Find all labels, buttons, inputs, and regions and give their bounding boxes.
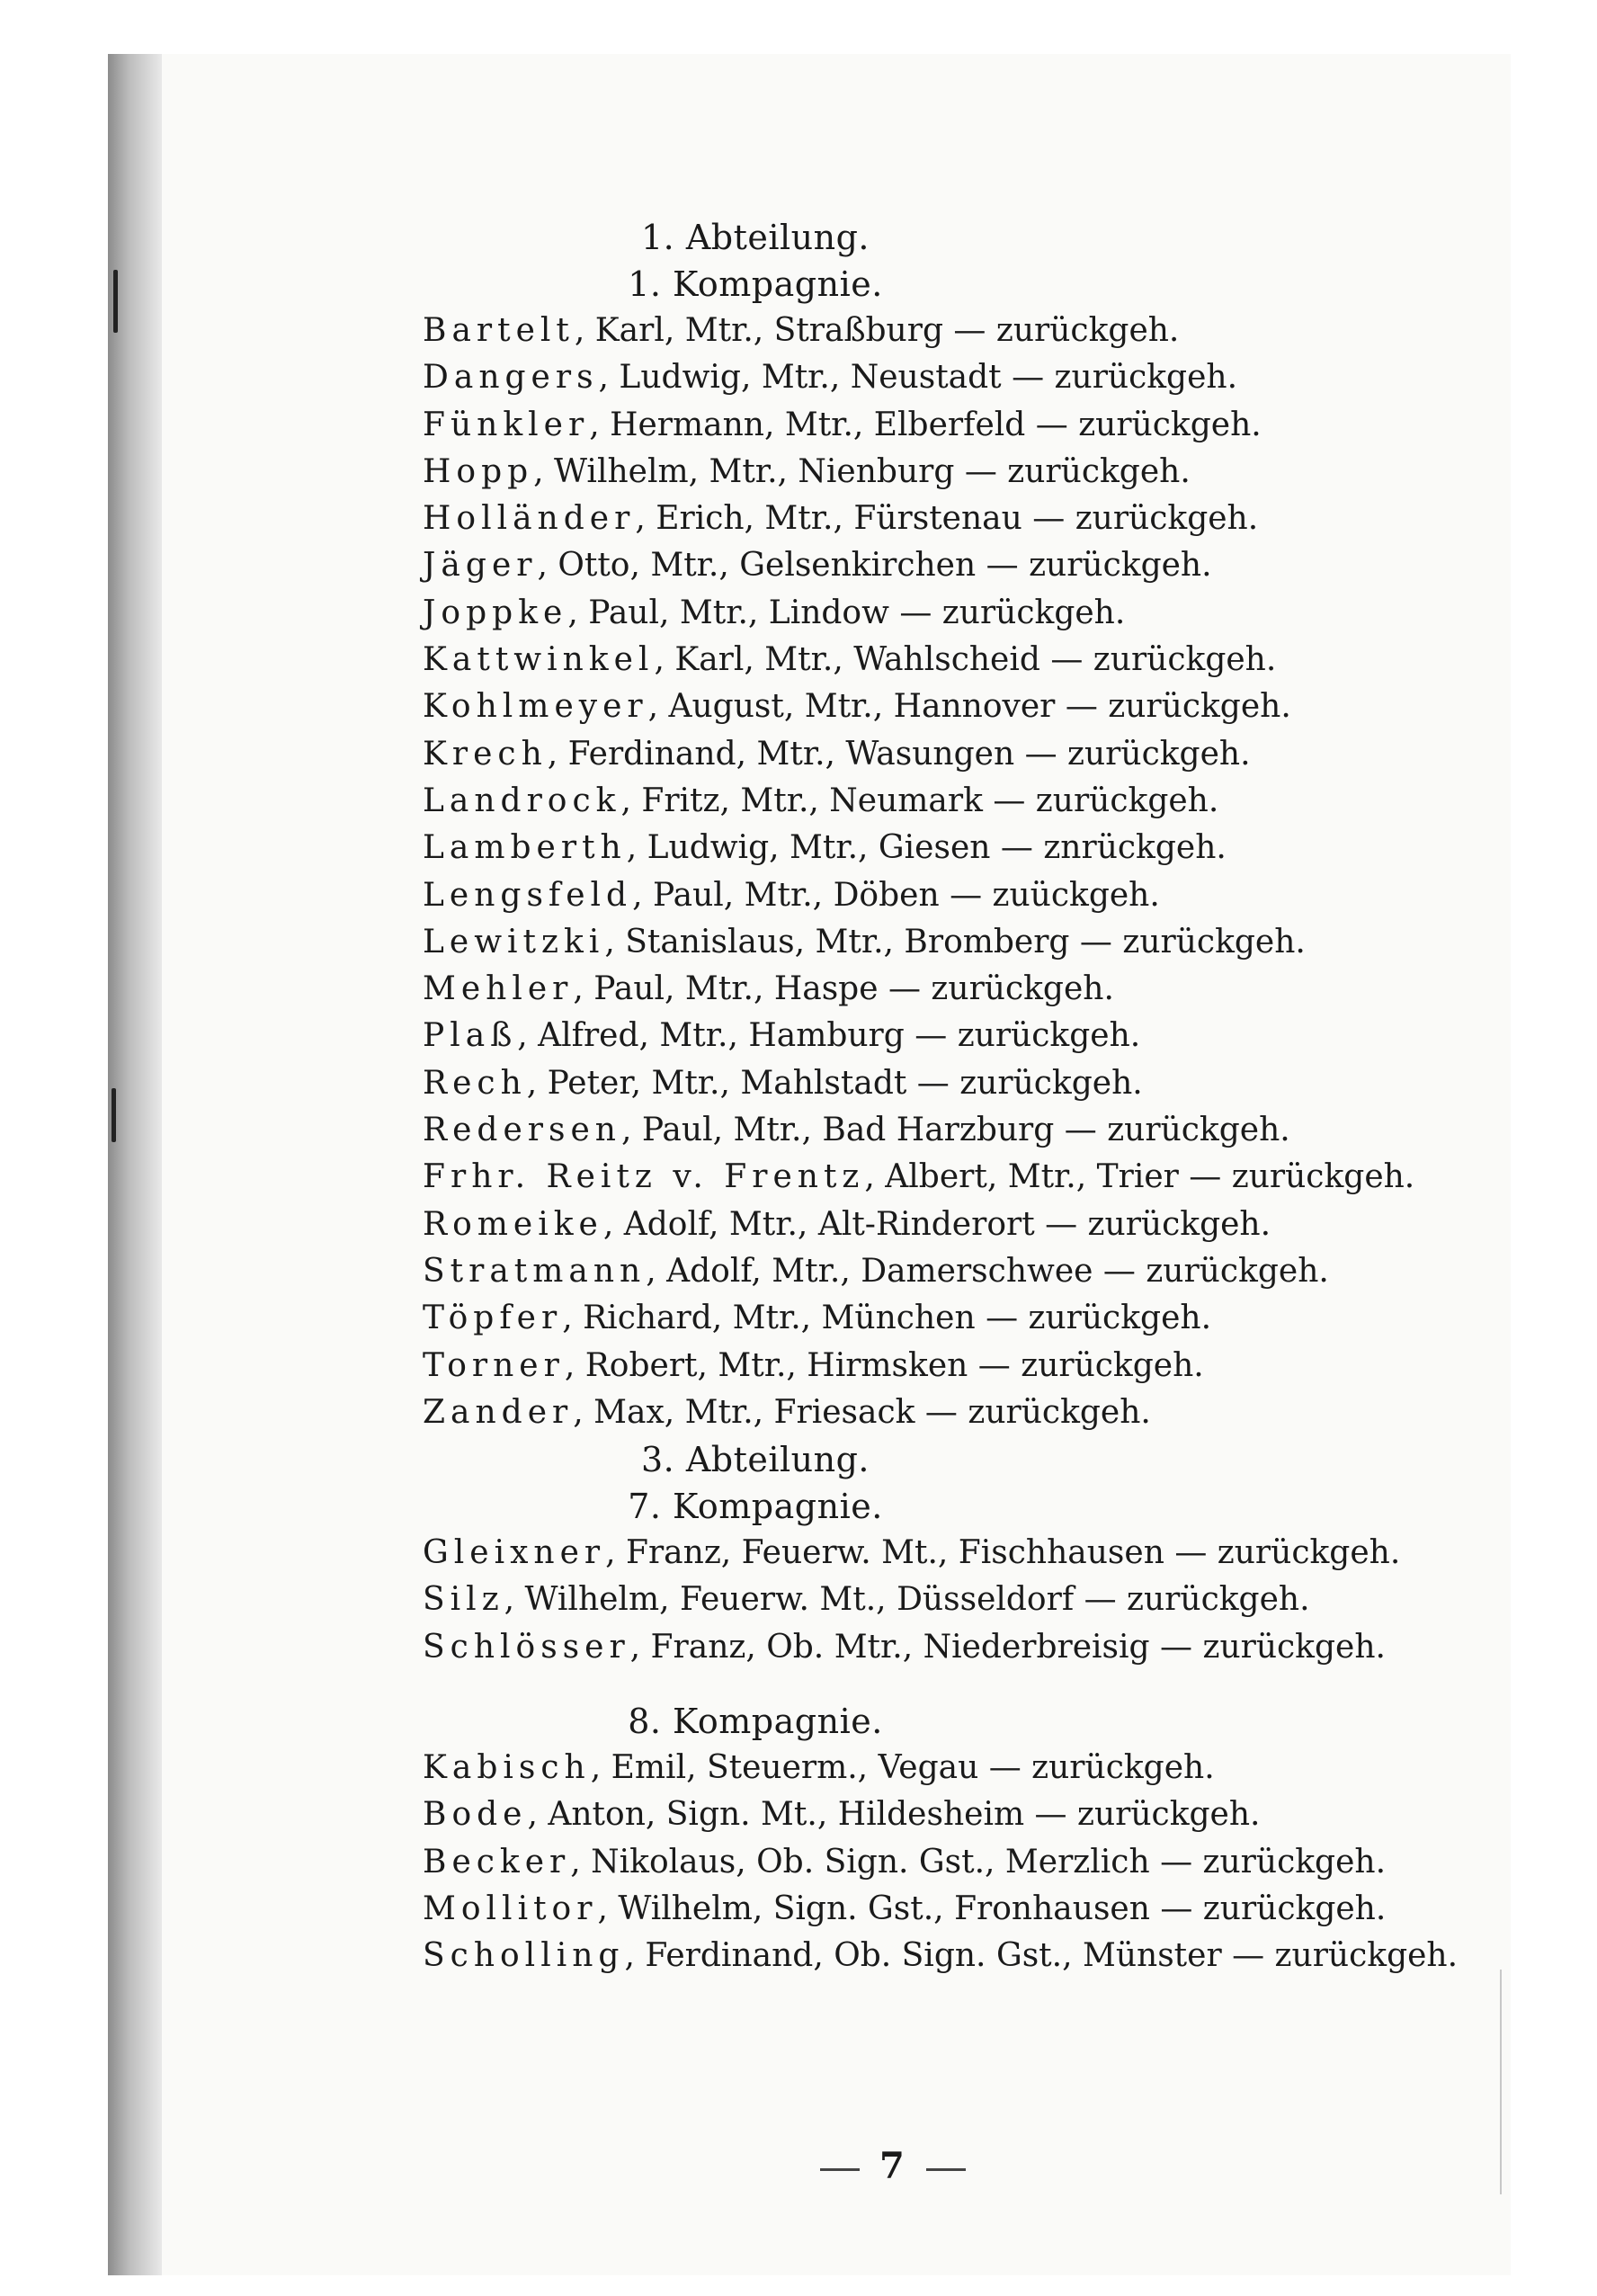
entry-details: , Paul, Mtr., Döben — zuückgeh. (632, 876, 1160, 914)
list-item (423, 778, 1430, 825)
entry-surname: Torner (423, 1346, 565, 1384)
page-edge (1500, 1970, 1502, 2194)
entry-details: , Wilhelm, Sign. Gst., Fronhausen — zurückgeh. (597, 1890, 1387, 1927)
entry-surname: Zander (423, 1393, 574, 1431)
list-item (423, 1060, 1430, 1107)
entry-surname: Plaß (423, 1017, 518, 1055)
entry-details: , Hermann, Mtr., Elberfeld — zurückgeh. (589, 406, 1262, 443)
entry-surname: Becker (423, 1843, 571, 1881)
entry-surname: Hopp (423, 452, 534, 490)
entry-details: , Robert, Mtr., Hirmsken — zurückgeh. (564, 1346, 1204, 1384)
entry-surname: Frhr. Reitz v. Frentz (423, 1158, 865, 1196)
entry-details: , Wilhelm, Mtr., Nienburg — zurückgeh. (533, 452, 1191, 490)
entry-details: , Karl, Mtr., Wahlscheid — zurückgeh. (654, 641, 1277, 679)
list-item (423, 449, 1430, 496)
entry-details: , Karl, Mtr., Straßburg — zurückgeh. (574, 312, 1180, 349)
list-item (423, 542, 1430, 589)
section-heading-abteilung-1: 1. Abteilung. (640, 218, 870, 257)
entry-surname: Lamberth (423, 829, 627, 867)
company-heading-1: 1. Kompagnie. (628, 264, 883, 304)
entry-details: , Ludwig, Mtr., Giesen — znrückgeh. (626, 829, 1227, 867)
entry-details: , Ferdinand, Ob. Sign. Gst., Münster — zurückgeh. (624, 1937, 1459, 1975)
entry-surname: Mollitor (423, 1890, 598, 1927)
list-item (423, 966, 1430, 1013)
entry-details: , Otto, Mtr., Gelsenkirchen — zurückgeh. (537, 547, 1212, 585)
entry-surname: Bartelt (423, 312, 575, 349)
list-item (423, 872, 1430, 919)
spacer (423, 1671, 1430, 1698)
entry-details: , Adolf, Mtr., Damerschwee — zurückgeh. (646, 1252, 1329, 1290)
entry-surname: Lengsfeld (423, 876, 633, 914)
page-number-value: 7 (879, 2145, 906, 2187)
entry-details: , Franz, Feuerw. Mt., Fischhausen — zurückgeh. (605, 1534, 1401, 1572)
list-item (423, 731, 1430, 778)
page-number (800, 2145, 986, 2187)
entry-surname: Krech (423, 735, 548, 773)
entry-surname: Bode (423, 1796, 528, 1834)
entry-surname: Lewitzki (423, 923, 605, 960)
section-heading-abteilung-3: 3. Abteilung. (640, 1440, 870, 1480)
entry-list-company-7 (423, 1530, 1430, 1671)
list-item (423, 1248, 1430, 1295)
entry-details: , Wilhelm, Feuerw. Mt., Düsseldorf — zurückgeh. (504, 1581, 1310, 1619)
entry-surname: Kohlmeyer (423, 688, 648, 726)
list-item (423, 1343, 1430, 1389)
list-item (423, 1202, 1430, 1248)
list-item (423, 825, 1430, 871)
entry-details: , August, Mtr., Hannover — zurückgeh. (647, 688, 1291, 726)
entry-details: , Paul, Mtr., Lindow — zurückgeh. (567, 594, 1126, 631)
list-item (423, 496, 1430, 542)
list-item (423, 308, 1430, 354)
entry-details: , Anton, Sign. Mt., Hildesheim — zurückgeh. (527, 1796, 1261, 1834)
list-item (423, 1933, 1459, 1979)
binding-shadow (108, 54, 162, 2275)
entry-surname: Holländer (423, 500, 636, 538)
entry-details: , Nikolaus, Ob. Sign. Gst., Merzlich — zurückgeh. (570, 1843, 1387, 1881)
entry-surname: Fünkler (423, 406, 590, 443)
entry-surname: Dangers (423, 359, 599, 397)
dash-right (926, 2168, 966, 2171)
entry-surname: Töpfer (423, 1300, 563, 1337)
entry-surname: Jäger (423, 547, 538, 585)
entry-details: , Paul, Mtr., Haspe — zurückgeh. (573, 970, 1114, 1008)
entry-details: , Franz, Ob. Mtr., Niederbreisig — zurückgeh. (629, 1628, 1386, 1666)
list-item (423, 1839, 1430, 1886)
entry-details: , Adolf, Mtr., Alt-Rinderort — zurückgeh. (602, 1205, 1271, 1243)
entry-details: , Ludwig, Mtr., Neustadt — zurückgeh. (598, 359, 1238, 397)
entry-details: , Peter, Mtr., Mahlstadt — zurückgeh. (526, 1064, 1143, 1102)
entry-details: , Stanislaus, Mtr., Bromberg — zurückgeh. (604, 923, 1306, 960)
dash-left (820, 2168, 860, 2171)
entry-surname: Schlösser (423, 1628, 630, 1666)
entry-surname: Scholling (423, 1937, 625, 1975)
scan-artifact (113, 270, 118, 333)
list-item (423, 1577, 1430, 1623)
list-item (423, 637, 1430, 683)
entry-surname: Mehler (423, 970, 574, 1008)
list-item (423, 1886, 1430, 1933)
list-item (423, 1530, 1430, 1577)
entry-surname: Joppke (423, 594, 568, 631)
entry-surname: Silz (423, 1581, 504, 1619)
entry-details: , Ferdinand, Mtr., Wasungen — zurückgeh. (547, 735, 1251, 773)
entry-details: , Richard, Mtr., München — zurückgeh. (562, 1300, 1212, 1337)
entry-details: , Alfred, Mtr., Hamburg — zurückgeh. (517, 1017, 1141, 1055)
entry-surname: Stratmann (423, 1252, 647, 1290)
list-item (423, 1389, 1430, 1436)
entry-surname: Rech (423, 1064, 527, 1102)
entry-details: , Paul, Mtr., Bad Harzburg — zurückgeh. (620, 1112, 1290, 1149)
entry-surname: Gleixner (423, 1534, 606, 1572)
list-item (423, 919, 1430, 966)
entry-surname: Redersen (423, 1112, 621, 1149)
list-item (423, 1013, 1430, 1059)
entry-details: , Erich, Mtr., Fürstenau — zurückgeh. (635, 500, 1259, 538)
entry-surname: Romeike (423, 1205, 603, 1243)
entry-list-company-1 (423, 308, 1430, 1436)
company-heading-7: 7. Kompagnie. (628, 1487, 883, 1527)
entry-surname: Kabisch (423, 1749, 591, 1787)
list-item (423, 1745, 1430, 1791)
list-item (423, 683, 1430, 730)
document-body (423, 214, 1459, 1980)
list-item (423, 1791, 1430, 1838)
entry-details: , Emil, Steuerm., Vegau — zurückgeh. (590, 1749, 1215, 1787)
list-item (423, 1107, 1430, 1154)
list-item (423, 1624, 1430, 1671)
list-item (423, 1295, 1430, 1342)
entry-surname: Landrock (423, 782, 621, 819)
scan-artifact (112, 1088, 116, 1142)
entry-details: , Albert, Mtr., Trier — zurückgeh. (864, 1158, 1415, 1196)
entry-details: , Max, Mtr., Friesack — zurückgeh. (573, 1393, 1151, 1431)
company-heading-8: 8. Kompagnie. (628, 1702, 883, 1742)
list-item (423, 1154, 1430, 1201)
list-item (423, 590, 1430, 637)
entry-list-company-8 (423, 1745, 1459, 1979)
list-item (423, 354, 1430, 401)
entry-details: , Fritz, Mtr., Neumark — zurückgeh. (620, 782, 1219, 819)
list-item (423, 402, 1430, 449)
entry-surname: Kattwinkel (423, 641, 655, 679)
